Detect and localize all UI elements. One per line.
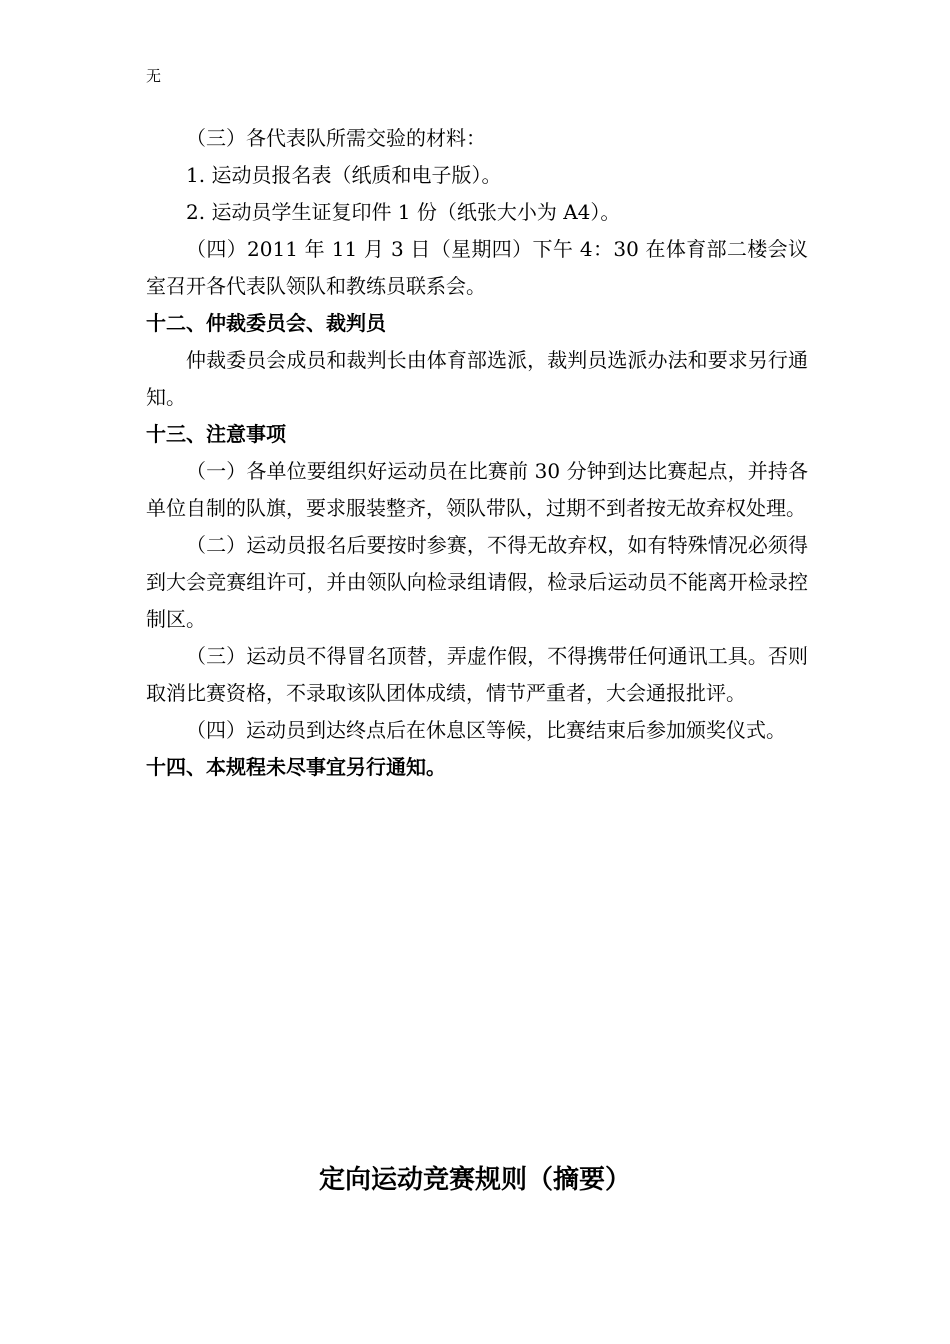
list-item: 2. 运动员学生证复印件 1 份（纸张大小为 A4）。: [186, 200, 621, 224]
list-item: 1. 运动员报名表（纸质和电子版）。: [186, 163, 502, 187]
document-body: [146, 120, 808, 786]
paragraph: 仲裁委员会成员和裁判长由体育部选派，裁判员选派办法和要求另行通知。: [146, 348, 808, 409]
section-heading: 十四、本规程未尽事宜另行通知。: [146, 755, 446, 779]
paragraph: （一）各单位要组织好运动员在比赛前 30 分钟到达比赛起点，并持各单位自制的队旗，要求服装整齐，领队带队，过期不到者按无故弃权处理。: [146, 459, 808, 520]
list-item: （三）各代表队所需交验的材料：: [186, 126, 486, 150]
section-heading: 十三、注意事项: [146, 422, 286, 446]
paragraph: （四）2011 年 11 月 3 日（星期四）下午 4：30 在体育部二楼会议室召开各代表队领队和教练员联系会。: [146, 237, 808, 298]
paragraph: （四）运动员到达终点后在休息区等候，比赛结束后参加颁奖仪式。: [186, 718, 786, 742]
page-title: 定向运动竞赛规则（摘要）: [318, 1165, 631, 1195]
section-heading: 十二、仲裁委员会、裁判员: [146, 311, 386, 335]
header-mark: 无: [146, 67, 162, 85]
paragraph: （二）运动员报名后要按时参赛，不得无故弃权，如有特殊情况必须得到大会竞赛组许可，并由领队向检录组请假，检录后运动员不能离开检录控制区。: [146, 533, 808, 631]
paragraph: （三）运动员不得冒名顶替，弄虚作假，不得携带任何通讯工具。否则取消比赛资格，不录取该队团体成绩，情节严重者，大会通报批评。: [146, 644, 808, 705]
